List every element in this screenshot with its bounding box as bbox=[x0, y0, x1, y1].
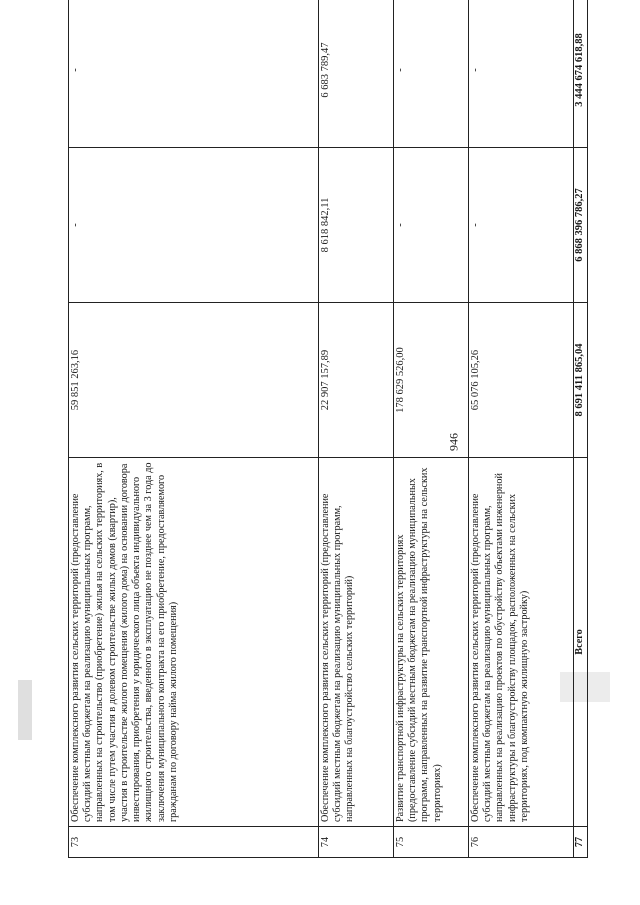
value-col-1: 178 629 526,00 bbox=[394, 303, 469, 458]
row-number: 73 bbox=[69, 827, 319, 858]
total-row bbox=[574, 0, 588, 858]
table-row bbox=[69, 0, 319, 858]
value-col-1: 65 076 105,26 bbox=[469, 303, 574, 458]
table-row bbox=[394, 0, 469, 858]
budget-table bbox=[68, 0, 588, 858]
value-col-3: - bbox=[69, 0, 319, 148]
value-col-3: 6 683 789,47 bbox=[319, 0, 394, 148]
row-description: Обеспечение комплексного развития сельских территорий (предоставление субсидий местным бюджетам на реализацию муниципальных программ, направленных на реализацию проектов по обустройству объектами инженерной инфраструктуры и благоустройству площадок, расположенных на сельских территориях, под компактную жилищную застройку) bbox=[469, 458, 574, 827]
table-row bbox=[469, 0, 574, 858]
total-value-col-1: 8 691 411 865,04 bbox=[574, 303, 588, 458]
row-number: 75 bbox=[394, 827, 469, 858]
scan-smudge bbox=[18, 680, 32, 740]
total-value-col-2: 6 868 396 786,27 bbox=[574, 148, 588, 303]
value-col-1: 59 851 263,16 bbox=[69, 303, 319, 458]
row-description: Обеспечение комплексного развития сельских территорий (предоставление субсидий местным бюджетам на реализацию муниципальных программ, направленных на благоустройство сельских территорий) bbox=[319, 458, 394, 827]
page-number: 946 bbox=[446, 433, 461, 451]
value-col-3: - bbox=[394, 0, 469, 148]
value-col-1: 22 907 157,89 bbox=[319, 303, 394, 458]
row-description: Обеспечение комплексного развития сельских территорий (предоставление субсидий местным бюджетам на реализацию муниципальных программ, направленных на строительство (приобретение) жилья на сельских территориях, в том числе путем участия в долевом строительстве жилых домов (квартир), участия в строительстве жилого помещения (жилого дома) на основании договора инвестирования, приобретения у юридического лица объекта индивидуального жилищного строительства, введенного в эксплуатацию не позднее чем за 3 года до заключения муниципального контракта на его приобретение, предоставляемого гражданам по договору найма жилого помещения) bbox=[69, 458, 319, 827]
value-col-2: - bbox=[469, 148, 574, 303]
value-col-3: - bbox=[469, 0, 574, 148]
value-col-2: - bbox=[394, 148, 469, 303]
total-label: Всего bbox=[574, 458, 588, 827]
rotated-table-container bbox=[68, 33, 586, 858]
row-description: Развитие транспортной инфраструктуры на сельских территориях (предоставление субсидий местным бюджетам на реализацию муниципальных программ, направленных на развитие транспортной инфраструктуры на сельских территориях) bbox=[394, 458, 469, 827]
row-number: 74 bbox=[319, 827, 394, 858]
value-col-2: - bbox=[69, 148, 319, 303]
table-row bbox=[319, 0, 394, 858]
value-col-2: 8 618 842,11 bbox=[319, 148, 394, 303]
total-value-col-3: 3 444 674 618,88 bbox=[574, 0, 588, 148]
row-number: 76 bbox=[469, 827, 574, 858]
row-number: 77 bbox=[574, 827, 588, 858]
